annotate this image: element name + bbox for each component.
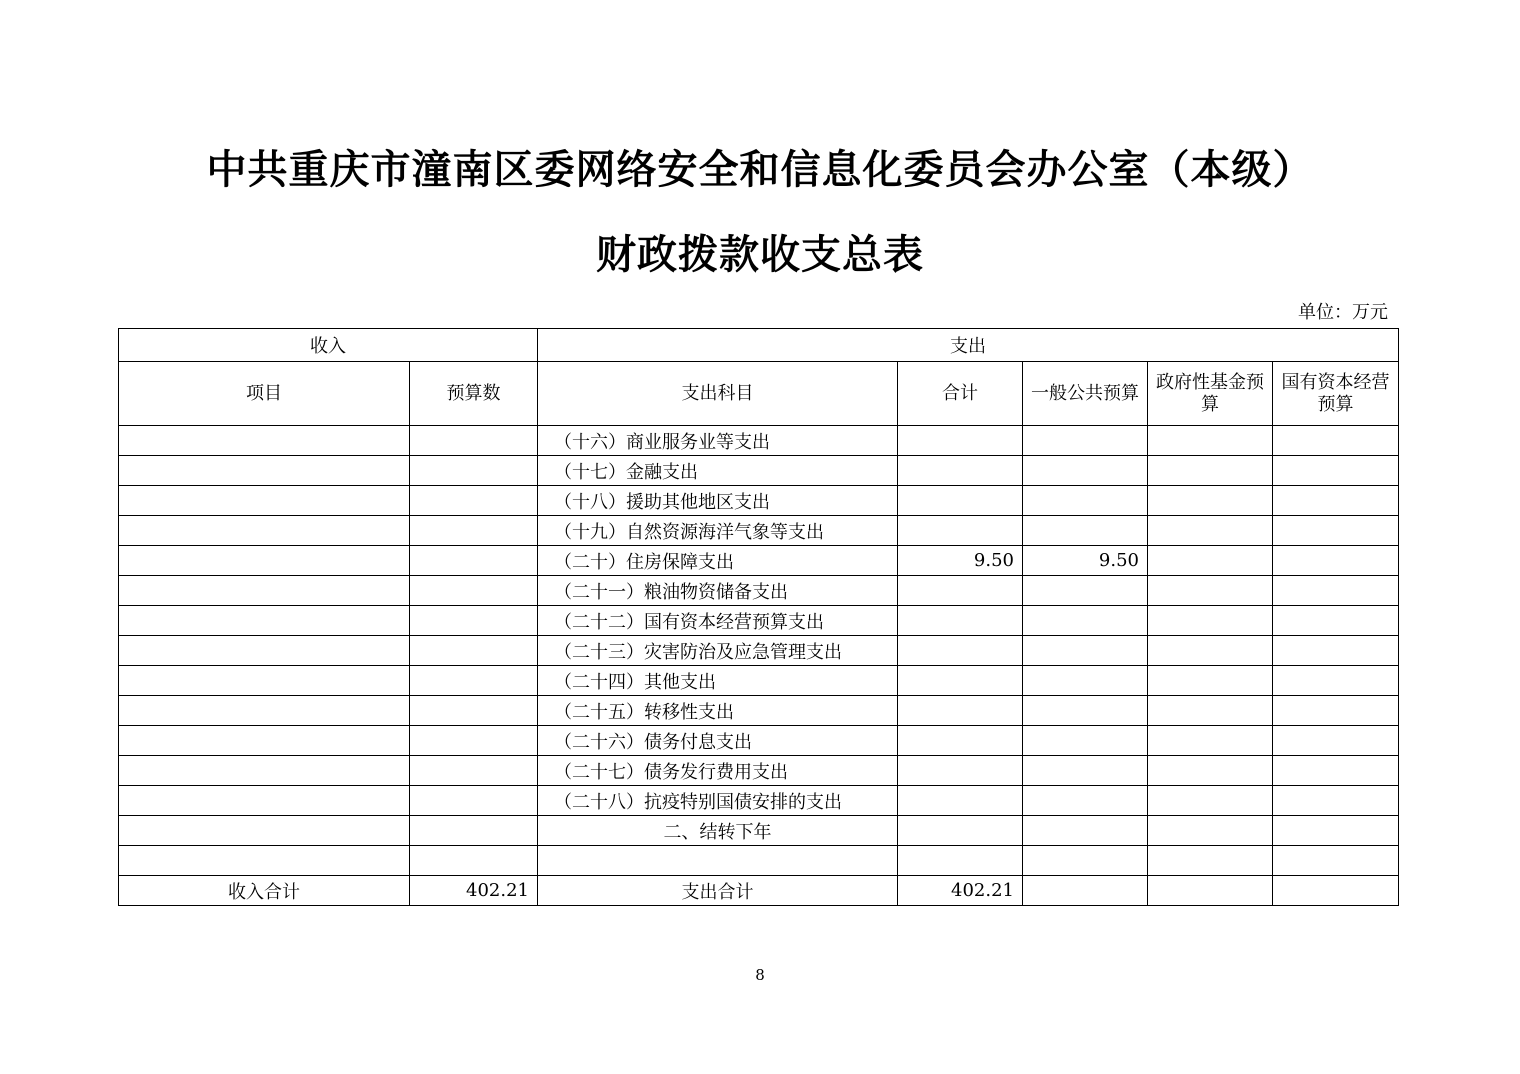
item-header: 项目 xyxy=(119,362,410,426)
general-public-header: 一般公共预算 xyxy=(1023,362,1148,426)
page-number: 8 xyxy=(755,966,765,984)
income-item-cell xyxy=(119,816,410,846)
table-row xyxy=(119,786,1399,816)
income-item-cell xyxy=(119,456,410,486)
table-row xyxy=(119,546,1399,576)
income-budget-cell xyxy=(410,606,538,636)
income-item-cell xyxy=(119,786,410,816)
expense-subject-cell: （二十二）国有资本经营预算支出 xyxy=(538,606,898,636)
income-budget-cell xyxy=(410,666,538,696)
gov-fund-cell xyxy=(1148,756,1273,786)
income-item-cell xyxy=(119,546,410,576)
expense-subject-cell: （十七）金融支出 xyxy=(538,456,898,486)
general-public-cell xyxy=(1023,606,1148,636)
income-budget-cell xyxy=(410,696,538,726)
general-public-cell xyxy=(1023,666,1148,696)
gov-fund-cell xyxy=(1148,486,1273,516)
expense-subject-cell: （二十六）债务付息支出 xyxy=(538,726,898,756)
gov-fund-cell xyxy=(1148,726,1273,756)
expense-total-value: 402.21 xyxy=(898,876,1023,906)
income-budget-cell xyxy=(410,726,538,756)
income-budget-cell xyxy=(410,576,538,606)
header-row-1 xyxy=(119,329,1399,362)
state-capital-cell xyxy=(1273,546,1399,576)
expense-subject-cell: （二十一）粮油物资储备支出 xyxy=(538,576,898,606)
gov-fund-cell xyxy=(1148,816,1273,846)
state-capital-cell xyxy=(1273,786,1399,816)
table-row xyxy=(119,696,1399,726)
income-budget-cell xyxy=(410,786,538,816)
income-item-cell xyxy=(119,606,410,636)
gov-fund-cell xyxy=(1148,426,1273,456)
state-capital-cell xyxy=(1273,846,1399,876)
expense-header: 支出 xyxy=(538,329,1399,362)
income-total-value: 402.21 xyxy=(410,876,538,906)
expense-total-label: 支出合计 xyxy=(538,876,898,906)
table-row xyxy=(119,486,1399,516)
budget-header: 预算数 xyxy=(410,362,538,426)
state-capital-cell xyxy=(1273,756,1399,786)
general-public-cell xyxy=(1023,486,1148,516)
table-row xyxy=(119,516,1399,546)
state-capital-cell xyxy=(1273,456,1399,486)
state-capital-cell xyxy=(1273,486,1399,516)
general-public-cell xyxy=(1023,516,1148,546)
document-title: 中共重庆市潼南区委网络安全和信息化委员会办公室（本级） xyxy=(206,146,1314,193)
table-row xyxy=(119,456,1399,486)
expense-subject-cell: （二十五）转移性支出 xyxy=(538,696,898,726)
total-header: 合计 xyxy=(898,362,1023,426)
gov-fund-cell xyxy=(1148,846,1273,876)
table-row xyxy=(119,576,1399,606)
summary-capital-cell xyxy=(1273,876,1399,906)
general-public-cell xyxy=(1023,636,1148,666)
income-item-cell xyxy=(119,666,410,696)
income-item-cell xyxy=(119,726,410,756)
expense-total-cell xyxy=(898,576,1023,606)
expense-total-cell xyxy=(898,726,1023,756)
expense-subject-cell: （二十八）抗疫特别国债安排的支出 xyxy=(538,786,898,816)
income-header: 收入 xyxy=(119,329,538,362)
summary-general-cell xyxy=(1023,876,1148,906)
income-item-cell xyxy=(119,516,410,546)
general-public-cell xyxy=(1023,426,1148,456)
income-budget-cell xyxy=(410,816,538,846)
gov-fund-cell xyxy=(1148,696,1273,726)
expense-subject-cell: （二十）住房保障支出 xyxy=(538,546,898,576)
income-budget-cell xyxy=(410,546,538,576)
expense-total-cell xyxy=(898,426,1023,456)
income-item-cell xyxy=(119,846,410,876)
expense-subject-cell: （十九）自然资源海洋气象等支出 xyxy=(538,516,898,546)
gov-fund-cell xyxy=(1148,606,1273,636)
gov-fund-cell xyxy=(1148,456,1273,486)
general-public-cell xyxy=(1023,756,1148,786)
general-public-cell xyxy=(1023,846,1148,876)
header-row-2 xyxy=(119,362,1399,426)
income-budget-cell xyxy=(410,486,538,516)
general-public-cell xyxy=(1023,816,1148,846)
expense-subject-cell: （二十四）其他支出 xyxy=(538,666,898,696)
expense-total-cell xyxy=(898,846,1023,876)
state-capital-cell xyxy=(1273,726,1399,756)
gov-fund-cell xyxy=(1148,666,1273,696)
income-budget-cell xyxy=(410,456,538,486)
gov-fund-cell xyxy=(1148,786,1273,816)
gov-fund-header: 政府性基金预算 xyxy=(1148,362,1273,426)
expense-total-cell xyxy=(898,636,1023,666)
expense-subject-cell: （二十七）债务发行费用支出 xyxy=(538,756,898,786)
general-public-cell xyxy=(1023,696,1148,726)
expense-total-cell xyxy=(898,696,1023,726)
table-row xyxy=(119,846,1399,876)
state-capital-cell xyxy=(1273,606,1399,636)
general-public-cell xyxy=(1023,726,1148,756)
expense-total-cell xyxy=(898,486,1023,516)
expense-total-cell xyxy=(898,666,1023,696)
general-public-cell xyxy=(1023,786,1148,816)
income-item-cell xyxy=(119,696,410,726)
expense-total-cell xyxy=(898,456,1023,486)
table-row xyxy=(119,426,1399,456)
unit-label: 单位：万元 xyxy=(1298,302,1388,323)
income-item-cell xyxy=(119,756,410,786)
gov-fund-cell xyxy=(1148,636,1273,666)
income-budget-cell xyxy=(410,756,538,786)
income-item-cell xyxy=(119,636,410,666)
table-row xyxy=(119,756,1399,786)
income-item-cell xyxy=(119,486,410,516)
expense-subject-cell xyxy=(538,846,898,876)
state-capital-header: 国有资本经营预算 xyxy=(1273,362,1399,426)
expense-subject-cell: 二、结转下年 xyxy=(538,816,898,846)
gov-fund-cell xyxy=(1148,546,1273,576)
state-capital-cell xyxy=(1273,636,1399,666)
expense-total-cell xyxy=(898,606,1023,636)
gov-fund-cell xyxy=(1148,576,1273,606)
income-item-cell xyxy=(119,576,410,606)
income-budget-cell xyxy=(410,426,538,456)
income-budget-cell xyxy=(410,636,538,666)
expense-total-cell xyxy=(898,516,1023,546)
summary-row xyxy=(119,876,1399,906)
table-row xyxy=(119,726,1399,756)
state-capital-cell xyxy=(1273,516,1399,546)
state-capital-cell xyxy=(1273,426,1399,456)
finance-table xyxy=(118,328,1399,906)
income-budget-cell xyxy=(410,516,538,546)
general-public-cell xyxy=(1023,456,1148,486)
summary-fund-cell xyxy=(1148,876,1273,906)
subject-header: 支出科目 xyxy=(538,362,898,426)
table-row xyxy=(119,666,1399,696)
state-capital-cell xyxy=(1273,576,1399,606)
expense-total-cell xyxy=(898,816,1023,846)
expense-subject-cell: （十六）商业服务业等支出 xyxy=(538,426,898,456)
income-item-cell xyxy=(119,426,410,456)
income-total-label: 收入合计 xyxy=(119,876,410,906)
expense-total-cell: 9.50 xyxy=(898,546,1023,576)
income-budget-cell xyxy=(410,846,538,876)
table-row xyxy=(119,606,1399,636)
expense-total-cell xyxy=(898,786,1023,816)
expense-subject-cell: （十八）援助其他地区支出 xyxy=(538,486,898,516)
state-capital-cell xyxy=(1273,696,1399,726)
gov-fund-cell xyxy=(1148,516,1273,546)
state-capital-cell xyxy=(1273,666,1399,696)
table-row xyxy=(119,816,1399,846)
expense-subject-cell: （二十三）灾害防治及应急管理支出 xyxy=(538,636,898,666)
table-row xyxy=(119,636,1399,666)
state-capital-cell xyxy=(1273,816,1399,846)
general-public-cell xyxy=(1023,576,1148,606)
document-subtitle: 财政拨款收支总表 xyxy=(596,231,924,278)
expense-total-cell xyxy=(898,756,1023,786)
general-public-cell: 9.50 xyxy=(1023,546,1148,576)
